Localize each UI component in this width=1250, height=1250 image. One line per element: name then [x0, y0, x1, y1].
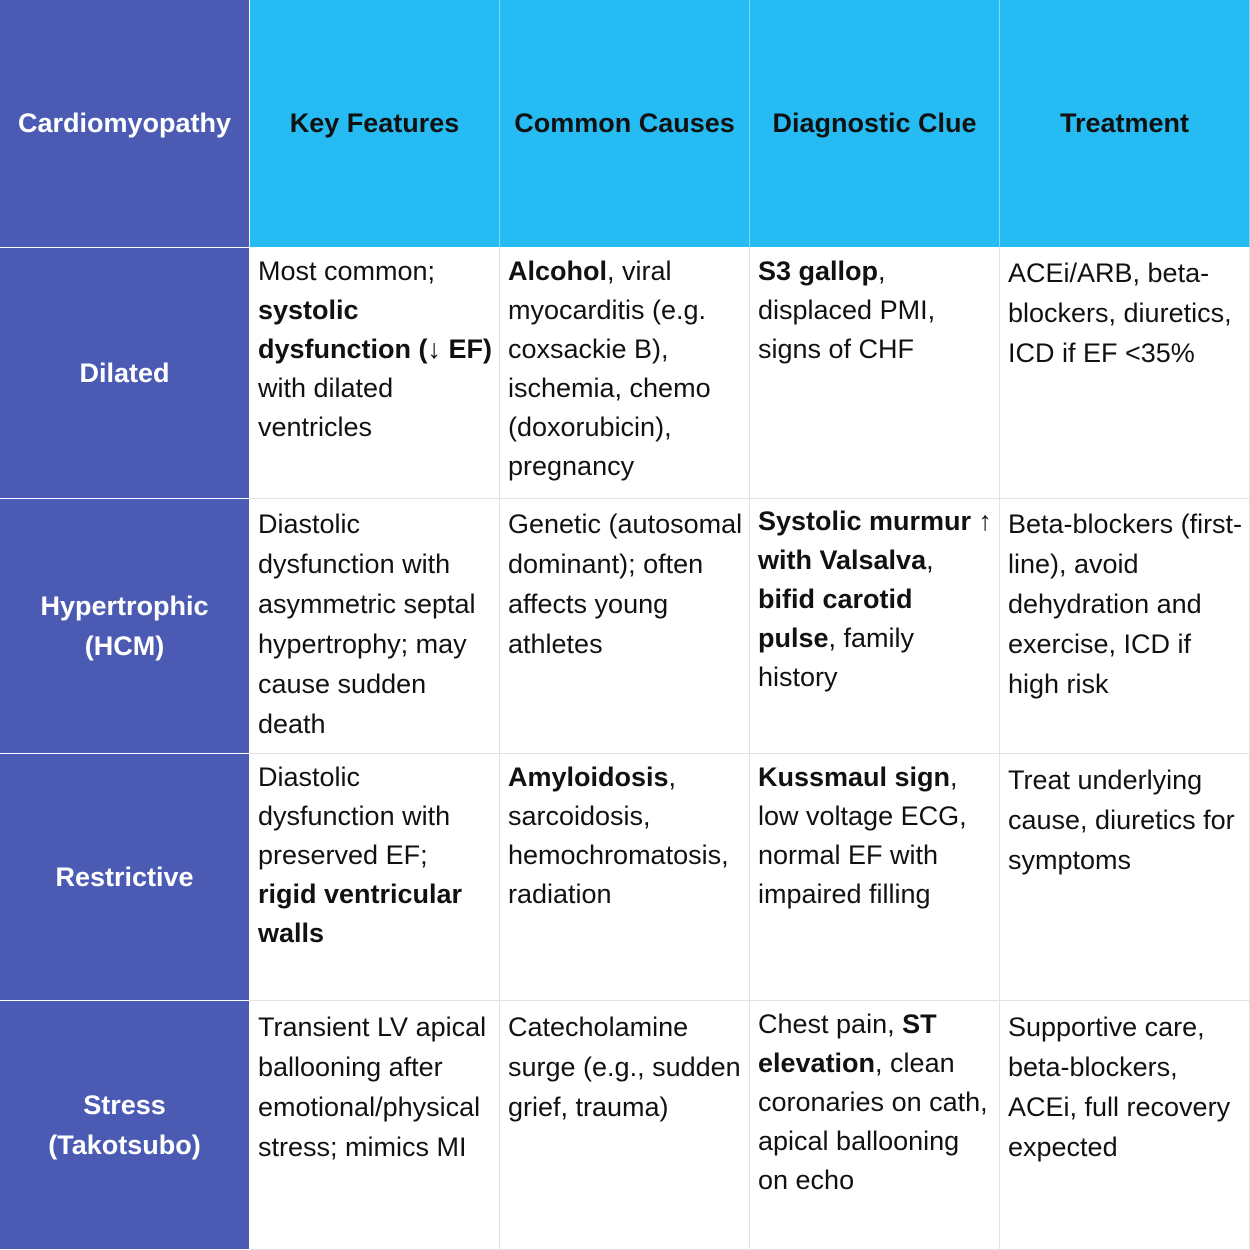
bold-run: rigid ventricular walls [258, 879, 463, 948]
cell-features-dilated [250, 248, 500, 499]
row-label-text: Dilated [79, 358, 170, 388]
cell-treatment-stress: Supportive care, beta-blockers, ACEi, full recovery expected [1000, 1001, 1250, 1250]
cell-treatment-restrictive: Treat underlying cause, diuretics for symptoms [1000, 754, 1250, 1001]
row-label-text: Restrictive [55, 862, 194, 892]
text-run: , low voltage ECG, normal EF with impaired filling [758, 762, 967, 909]
header-common-causes: Common Causes [500, 0, 750, 248]
cell-treatment-hypertrophic: Beta-blockers (first-line), avoid dehydration and exercise, ICD if high risk [1000, 499, 1250, 754]
row-label-text: (HCM) [84, 631, 165, 661]
cell-causes-restrictive [500, 754, 750, 1001]
row-label-text: (Takotsubo) [48, 1130, 201, 1160]
row-label-stress [0, 1001, 250, 1250]
header-key-features: Key Features [250, 0, 500, 248]
cell-clue-dilated [750, 248, 1000, 499]
bold-run: Kussmaul sign [758, 762, 951, 792]
cell-features-hypertrophic: Diastolic dysfunction with asymmetric septal hypertrophy; may cause sudden death [250, 499, 500, 754]
text-run: , [926, 545, 934, 575]
row-label-restrictive [0, 754, 250, 1001]
bold-run: systolic dysfunction (↓ EF) [258, 295, 492, 364]
text-run: Most common; [258, 256, 436, 286]
header-diagnostic-clue: Diagnostic Clue [750, 0, 1000, 248]
text-run: with dilated ventricles [258, 373, 394, 442]
cell-clue-stress [750, 1001, 1000, 1250]
text-run: , clean coronaries on cath, apical ballooning on echo [758, 1048, 988, 1195]
text-run: Chest pain, [758, 1009, 903, 1039]
cell-causes-hypertrophic: Genetic (autosomal dominant); often affects young athletes [500, 499, 750, 754]
cell-causes-dilated [500, 248, 750, 499]
text-run: , family history [758, 623, 915, 692]
bold-run: Amyloidosis [508, 762, 669, 792]
text-run: Diastolic dysfunction with preserved EF; [258, 762, 451, 870]
header-treatment: Treatment [1000, 0, 1250, 248]
bold-run: ST elevation [758, 1009, 937, 1078]
text-run: , displaced PMI, signs of CHF [758, 256, 936, 364]
bold-run: Systolic murmur ↑ with Valsalva [758, 506, 993, 575]
row-label-hypertrophic [0, 499, 250, 754]
cell-causes-stress: Catecholamine surge (e.g., sudden grief, trauma) [500, 1001, 750, 1250]
bold-run: S3 gallop [758, 256, 879, 286]
cell-treatment-dilated: ACEi/ARB, beta-blockers, diuretics, ICD if EF <35% [1000, 248, 1250, 499]
row-label-dilated [0, 248, 250, 499]
text-run: , sarcoidosis, hemochromatosis, radiation [508, 762, 729, 909]
text-run: , viral myocarditis (e.g. coxsackie B), ischemia, chemo (doxorubicin), pregnancy [508, 256, 711, 481]
bold-run: bifid carotid pulse [758, 584, 913, 653]
row-label-text: Hypertrophic [40, 591, 209, 621]
header-cardiomyopathy: Cardiomyopathy [0, 0, 250, 248]
cell-features-restrictive [250, 754, 500, 1001]
row-label-text: Stress [83, 1090, 166, 1120]
cell-features-stress: Transient LV apical ballooning after emotional/physical stress; mimics MI [250, 1001, 500, 1250]
cell-clue-hypertrophic [750, 499, 1000, 754]
bold-run: Alcohol [508, 256, 607, 286]
cell-clue-restrictive [750, 754, 1000, 1001]
